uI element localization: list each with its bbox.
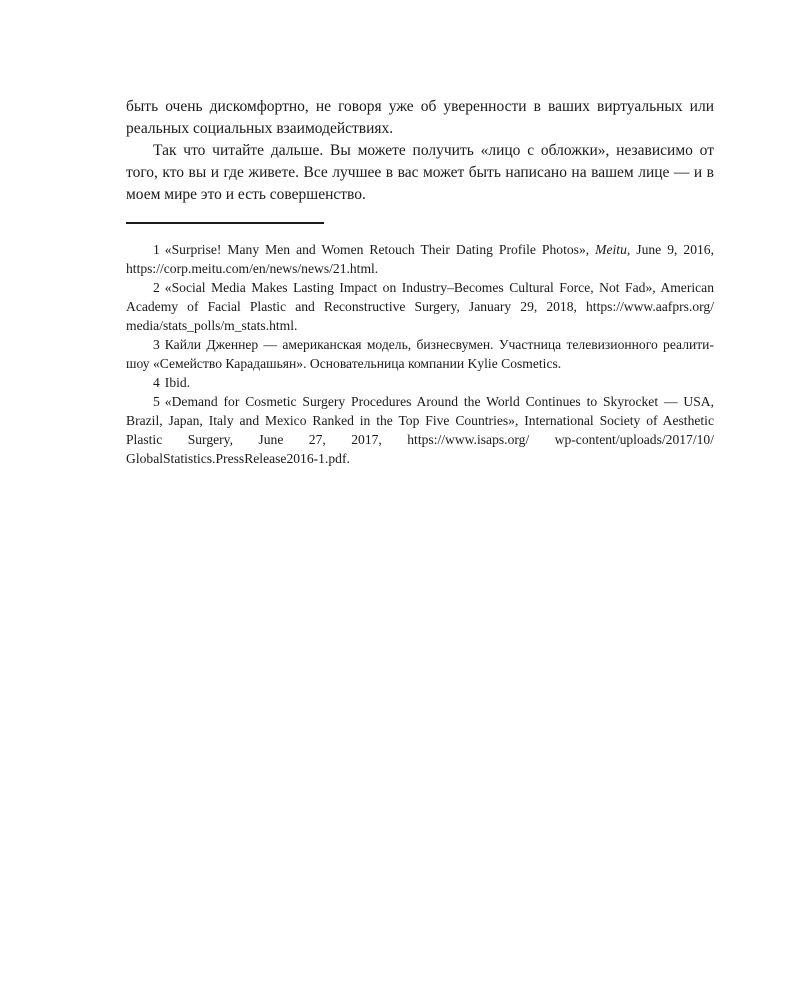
body-text <box>126 96 714 206</box>
footnote-text: «Social Media Makes Lasting Impact on Industry–Becomes Cultural Force, Not Fad», American Academy of Facial Plastic and Reconstructive Surgery, January 29, 2018, https://www.aafprs.org/ media/stats_polls/m_stats.html. <box>126 280 714 333</box>
footnote-text: «Demand for Cosmetic Surgery Procedures Around the World Continues to Skyrocket — USA, Brazil, Japan, Italy and Mexico Ranked in the Top Five Countries», International Society of Aesthetic Plastic Surgery, June 27, 2017, https://www.isaps.org/ wp-content/uploads/2017/10/ GlobalStatistics.PressRelease2016-1.pdf. <box>126 394 714 466</box>
footnote-number: 2 <box>153 280 160 295</box>
footnote-text: Кайли Дженнер — американская модель, бизнесвумен. Участница телевизионного реалити-шоу «Семейство Карадашьян». Основательница компании Kylie Cosmetics. <box>126 337 714 371</box>
footnote-4 <box>126 373 714 392</box>
footnote-number: 3 <box>153 337 160 352</box>
body-paragraph-1: быть очень дискомфортно, не говоря уже об уверенности в ваших виртуальных или реальных социальных взаимодействиях. <box>126 98 714 137</box>
footnote-number: 5 <box>153 394 160 409</box>
footnote-2 <box>126 278 714 335</box>
footnote-number: 4 <box>153 375 160 390</box>
footnote-text-after: , June 9, 2016, https://corp.meitu.com/en/news/news/21.html. <box>126 242 714 276</box>
footnote-1 <box>126 240 714 278</box>
footnote-source-italic: Meitu <box>595 242 627 257</box>
footnotes <box>126 240 714 468</box>
footnote-text: «Surprise! Many Men and Women Retouch Their Dating Profile Photos», <box>164 242 596 257</box>
book-page <box>126 96 714 468</box>
footnote-separator <box>126 222 324 224</box>
body-paragraph-2: Так что читайте дальше. Вы можете получить «лицо с обложки», независимо от того, кто вы и где живете. Все лучшее в вас может быть написано на вашем лице — и в моем мире это и есть совершенство. <box>126 142 714 203</box>
footnote-number: 1 <box>153 242 160 257</box>
footnote-text: Ibid. <box>164 375 191 390</box>
footnote-3 <box>126 335 714 373</box>
footnote-5 <box>126 392 714 468</box>
